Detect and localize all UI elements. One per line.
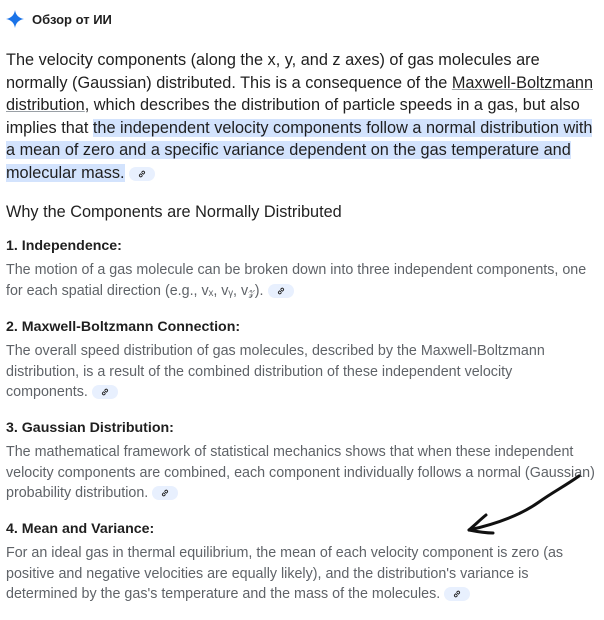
link-icon (160, 488, 170, 498)
hand-drawn-arrow-icon (455, 470, 585, 545)
intro-text-middle: , which describes the distribution of particle speeds in a gas, but also implies that (6, 96, 580, 137)
section-title: 4. Mean and Variance: (6, 521, 155, 537)
source-link-chip[interactable] (92, 385, 118, 399)
source-link-chip[interactable] (444, 587, 470, 601)
highlighted-text: the independent velocity components follow a normal distribution with a mean of zero and a specific variance dependent on the gas temperature and molecular mass (6, 118, 593, 182)
section-body (6, 543, 598, 605)
link-icon (137, 169, 147, 179)
section-text: The mathematical framework of statistical mechanics shows that when these independent velocity components are combined, each component individually follows a normal (Gaussian) probability distribution. (6, 444, 595, 501)
section-title: 1. Independence: (6, 238, 122, 254)
section-independence (6, 236, 598, 301)
section-subheading: Why the Components are Normally Distributed (6, 203, 342, 221)
maxwell-boltzmann-link[interactable]: Maxwell-Boltzmann distribution (6, 73, 594, 115)
intro-text-before: The velocity components (along the x, y, and z axes) of gas molecules are normally (Gaussian) distributed. This is a consequence of the (6, 51, 540, 92)
source-link-chip[interactable] (268, 284, 294, 298)
ai-overview-title: Обзор от ИИ (32, 11, 112, 27)
ai-overview-header (6, 10, 112, 28)
section-title: 2. Maxwell-Boltzmann Connection: (6, 319, 241, 335)
section-text: For an ideal gas in thermal equilibrium, the mean of each velocity component is zero (as positive and negative velocities are equally likely), and the distribution's variance is determined by the gas's temperature and the mass of the molecules. (6, 545, 564, 602)
intro-text-after: . (120, 163, 125, 182)
link-icon (100, 387, 110, 397)
link-icon (276, 286, 286, 296)
intro-paragraph (6, 49, 598, 185)
section-title: 3. Gaussian Distribution: (6, 420, 174, 436)
link-icon (452, 589, 462, 599)
source-link-chip[interactable] (129, 167, 155, 181)
section-body (6, 341, 598, 403)
section-text: The motion of a gas molecule can be broken down into three independent components, one for each spatial direction (e.g., vₓ, vᵧ, v𝓏). (6, 262, 587, 299)
section-text: The overall speed distribution of gas molecules, described by the Maxwell-Boltzmann distribution, is a result of the combined distribution of these independent velocity components. (6, 343, 545, 400)
gemini-spark-icon (6, 10, 24, 28)
section-maxwell-boltzmann (6, 317, 598, 403)
section-body (6, 260, 598, 301)
source-link-chip[interactable] (152, 486, 178, 500)
